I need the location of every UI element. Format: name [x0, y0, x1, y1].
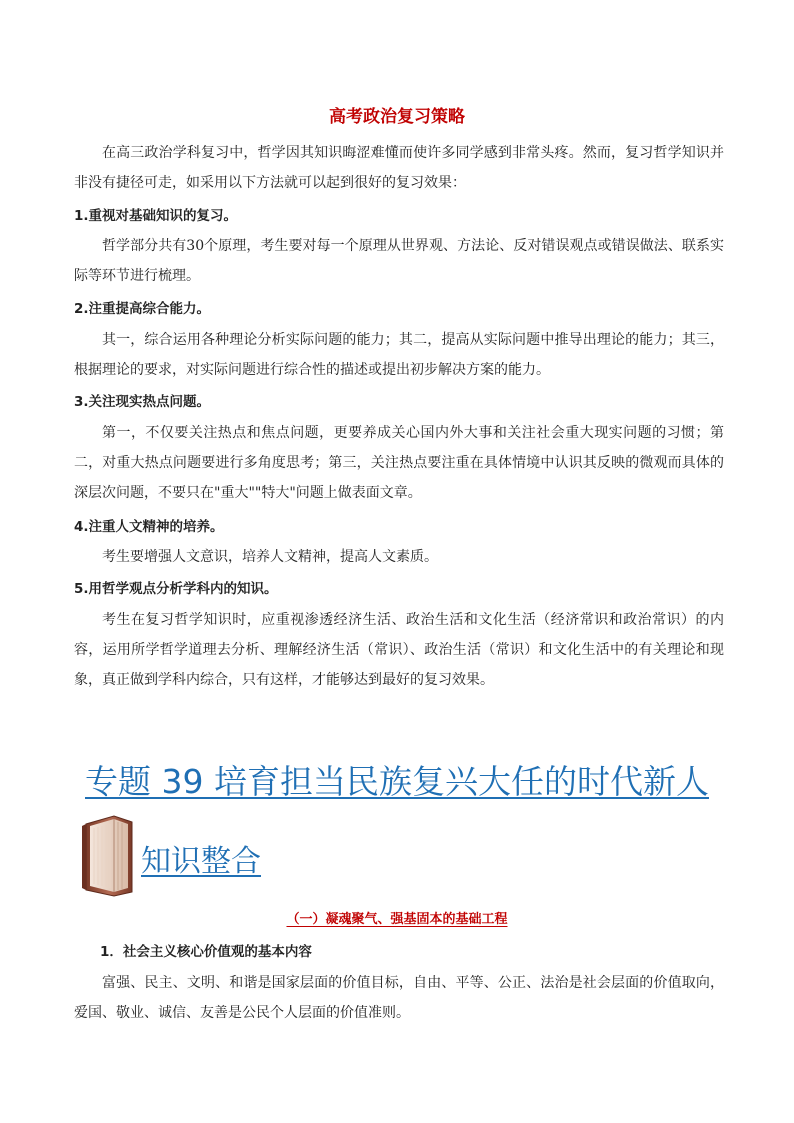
- item-body: 富强、民主、文明、和谐是国家层面的价值目标，自由、平等、公正、法治是社会层面的价值取向，爱国、敬业、诚信、友善是公民个人层面的价值准则。: [74, 975, 724, 1021]
- subsection-title: （一）凝魂聚气、强基固本的基础工程: [286, 912, 508, 927]
- point-body-5: 考生在复习哲学知识时，应重视渗透经济生活、政治生活和文化生活（经济常识和政治常识）的内容，运用所学哲学道理去分析、理解经济生活（常识）、政治生活（常识）和文化生活中的有关理论和现象，真正做到学科内综合，只有这样，才能够达到最好的复习效果。: [74, 612, 724, 688]
- point-heading-2: 2.注重提高综合能力。: [74, 301, 211, 317]
- point-heading-5: 5.用哲学观点分析学科内的知识。: [74, 581, 278, 597]
- point-heading-3: 3.关注现实热点问题。: [74, 394, 211, 410]
- section-banner: 知识整合: [141, 844, 261, 879]
- intro-paragraph: 在高三政治学科复习中，哲学因其知识晦涩难懂而使许多同学感到非常头疼。然而，复习哲学知识并非没有捷径可走，如采用以下方法就可以起到很好的复习效果：: [74, 145, 724, 191]
- point-body-1: 哲学部分共有30个原理，考生要对每一个原理从世界观、方法论、反对错误观点或错误做法、联系实际等环节进行梳理。: [74, 238, 724, 284]
- item-heading: 1．社会主义核心价值观的基本内容: [100, 944, 312, 960]
- point-body-3: 第一，不仅要关注热点和焦点问题，更要养成关心国内外大事和关注社会重大现实问题的习惯；第二，对重大热点问题要进行多角度思考；第三，关注热点要注重在具体情境中认识其反映的微观而具体的深层次问题，不要只在"重大""特大"问题上做表面文章。: [74, 425, 724, 501]
- point-heading-1: 1.重视对基础知识的复习。: [74, 208, 238, 224]
- book-icon: [80, 814, 134, 898]
- topic-title: 专题 39 培育担当民族复兴大任的时代新人: [85, 762, 709, 801]
- document-title: 高考政治复习策略: [329, 107, 465, 127]
- point-body-2: 其一，综合运用各种理论分析实际问题的能力；其二，提高从实际问题中推导出理论的能力；其三，根据理论的要求，对实际问题进行综合性的描述或提出初步解决方案的能力。: [74, 332, 724, 378]
- point-body-4: 考生要增强人文意识，培养人文精神，提高人文素质。: [102, 549, 438, 565]
- point-heading-4: 4.注重人文精神的培养。: [74, 519, 224, 535]
